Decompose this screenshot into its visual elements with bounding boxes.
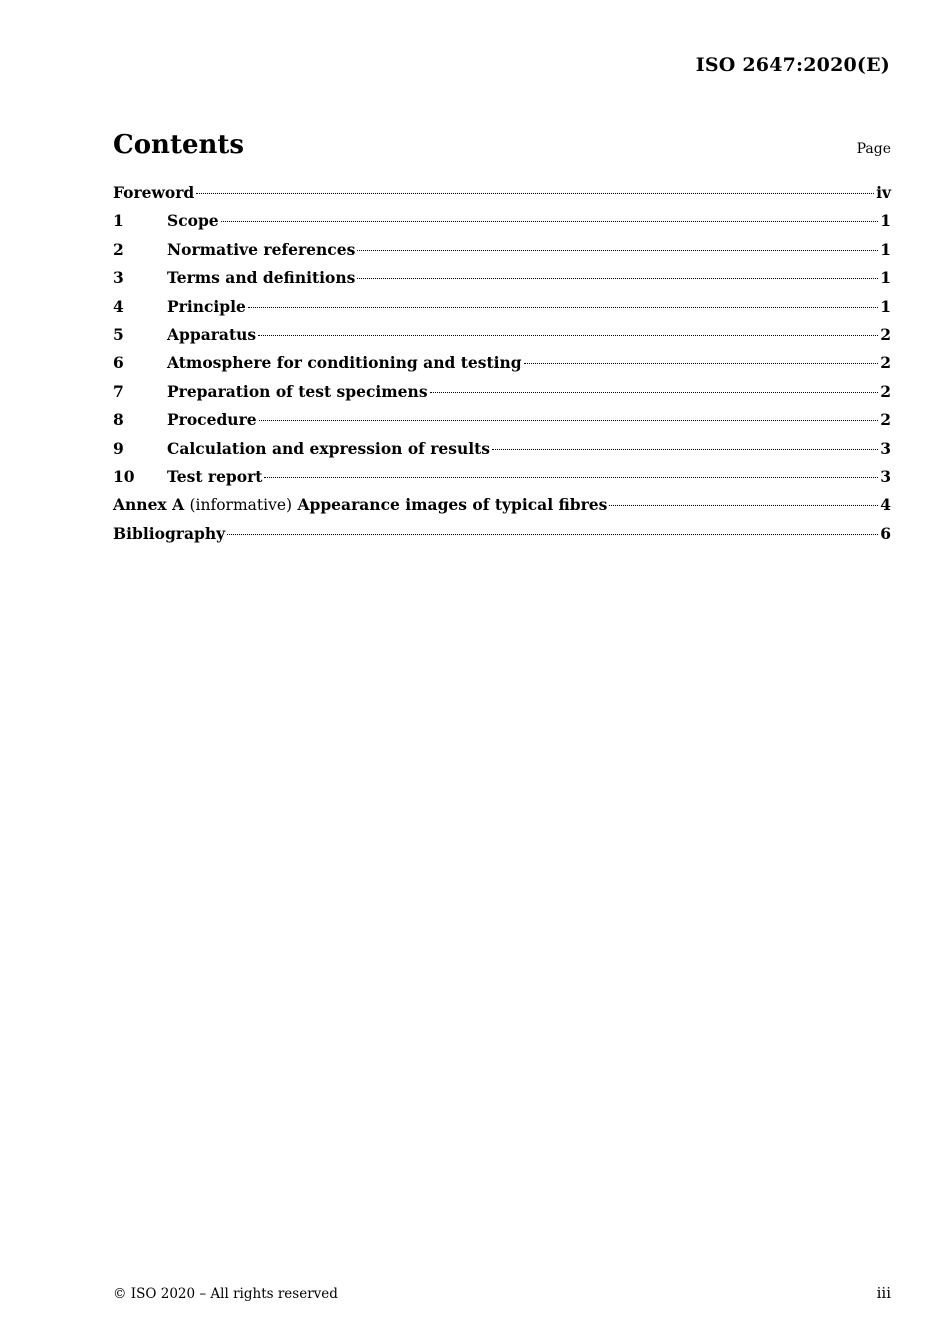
page-footer — [113, 1284, 891, 1302]
dot-leader — [524, 363, 879, 364]
toc-entry-number: 3 — [113, 268, 124, 288]
toc-entry-procedure[interactable] — [113, 410, 891, 438]
toc-entry-page: 2 — [880, 410, 891, 430]
page-number: iii — [876, 1284, 891, 1302]
toc-entry-title[interactable]: Scope — [167, 211, 219, 231]
toc-entry-page: 1 — [880, 239, 891, 259]
toc-entry-number: 6 — [113, 353, 124, 373]
toc-entry-title[interactable]: Normative references — [167, 239, 356, 259]
annex-label: Annex A — [113, 495, 185, 515]
toc-entry-page: 3 — [880, 438, 891, 458]
toc-entry-bibliography[interactable] — [113, 524, 891, 552]
toc-entry-page: 1 — [880, 211, 891, 231]
document-id: ISO 2647:2020(E) — [695, 54, 890, 76]
toc-entry-page: 1 — [880, 268, 891, 288]
toc-entry-title[interactable]: Test report — [167, 466, 263, 486]
toc-entry-number: 2 — [113, 239, 124, 259]
toc-entry-number: 9 — [113, 438, 124, 458]
toc-entry-apparatus[interactable] — [113, 325, 891, 353]
toc-entry-title[interactable]: Principle — [167, 296, 246, 316]
toc-entry-number: 10 — [113, 466, 135, 486]
page-column-label: Page — [856, 141, 891, 157]
toc-entry-title[interactable]: Procedure — [167, 410, 257, 430]
toc-entry-terms-and-definitions[interactable] — [113, 268, 891, 296]
toc-entry-calculation[interactable] — [113, 439, 891, 467]
toc-entry-page: iv — [876, 183, 891, 202]
annex-title: Appearance images of typical fibres — [297, 495, 608, 515]
dot-leader — [357, 278, 878, 279]
toc-entry-normative-references[interactable] — [113, 240, 891, 268]
toc-entry-title[interactable]: Atmosphere for conditioning and testing — [167, 353, 522, 373]
toc-entry-title[interactable]: Apparatus — [167, 324, 257, 344]
toc-entry-page: 4 — [880, 495, 891, 515]
toc-entry-title[interactable]: Preparation of test specimens — [167, 381, 428, 401]
toc-entry-annex-a[interactable] — [113, 495, 891, 523]
copyright-notice: © ISO 2020 – All rights reserved — [113, 1286, 338, 1302]
dot-leader — [196, 193, 874, 194]
annex-note: (informative) — [189, 496, 293, 515]
dot-leader — [227, 534, 878, 535]
toc-entry-page: 6 — [880, 523, 891, 543]
toc-entry-principle[interactable] — [113, 297, 891, 325]
toc-entry-title[interactable]: Bibliography — [113, 523, 226, 543]
dot-leader — [264, 477, 878, 478]
toc-entry-test-report[interactable] — [113, 467, 891, 495]
toc-entry-title[interactable]: Foreword — [113, 183, 195, 202]
dot-leader — [430, 392, 879, 393]
toc-entry-page: 2 — [880, 381, 891, 401]
toc-entry-page: 1 — [880, 296, 891, 316]
toc-entry-page: 2 — [880, 324, 891, 344]
toc-entry-preparation[interactable] — [113, 382, 891, 410]
dot-leader — [357, 250, 878, 251]
toc-entry-page: 3 — [880, 466, 891, 486]
toc-entry-number: 7 — [113, 381, 124, 401]
toc-entry-foreword[interactable] — [113, 183, 891, 211]
toc-entry-number: 1 — [113, 211, 124, 231]
toc-entry-title[interactable]: Terms and definitions — [167, 268, 356, 288]
toc-entry-scope[interactable] — [113, 211, 891, 239]
toc-entry-number: 8 — [113, 410, 124, 430]
dot-leader — [258, 335, 878, 336]
dot-leader — [609, 505, 878, 506]
dot-leader — [248, 307, 878, 308]
dot-leader — [492, 449, 878, 450]
contents-header — [113, 130, 891, 160]
table-of-contents — [113, 183, 891, 552]
contents-title: Contents — [113, 130, 245, 160]
dot-leader — [259, 420, 879, 421]
dot-leader — [221, 221, 879, 222]
toc-entry-title[interactable]: Calculation and expression of results — [167, 438, 491, 458]
toc-entry-atmosphere[interactable] — [113, 353, 891, 381]
toc-entry-number: 4 — [113, 296, 124, 316]
toc-entry-page: 2 — [880, 353, 891, 373]
toc-entry-title[interactable] — [113, 495, 607, 514]
toc-entry-number: 5 — [113, 324, 124, 344]
